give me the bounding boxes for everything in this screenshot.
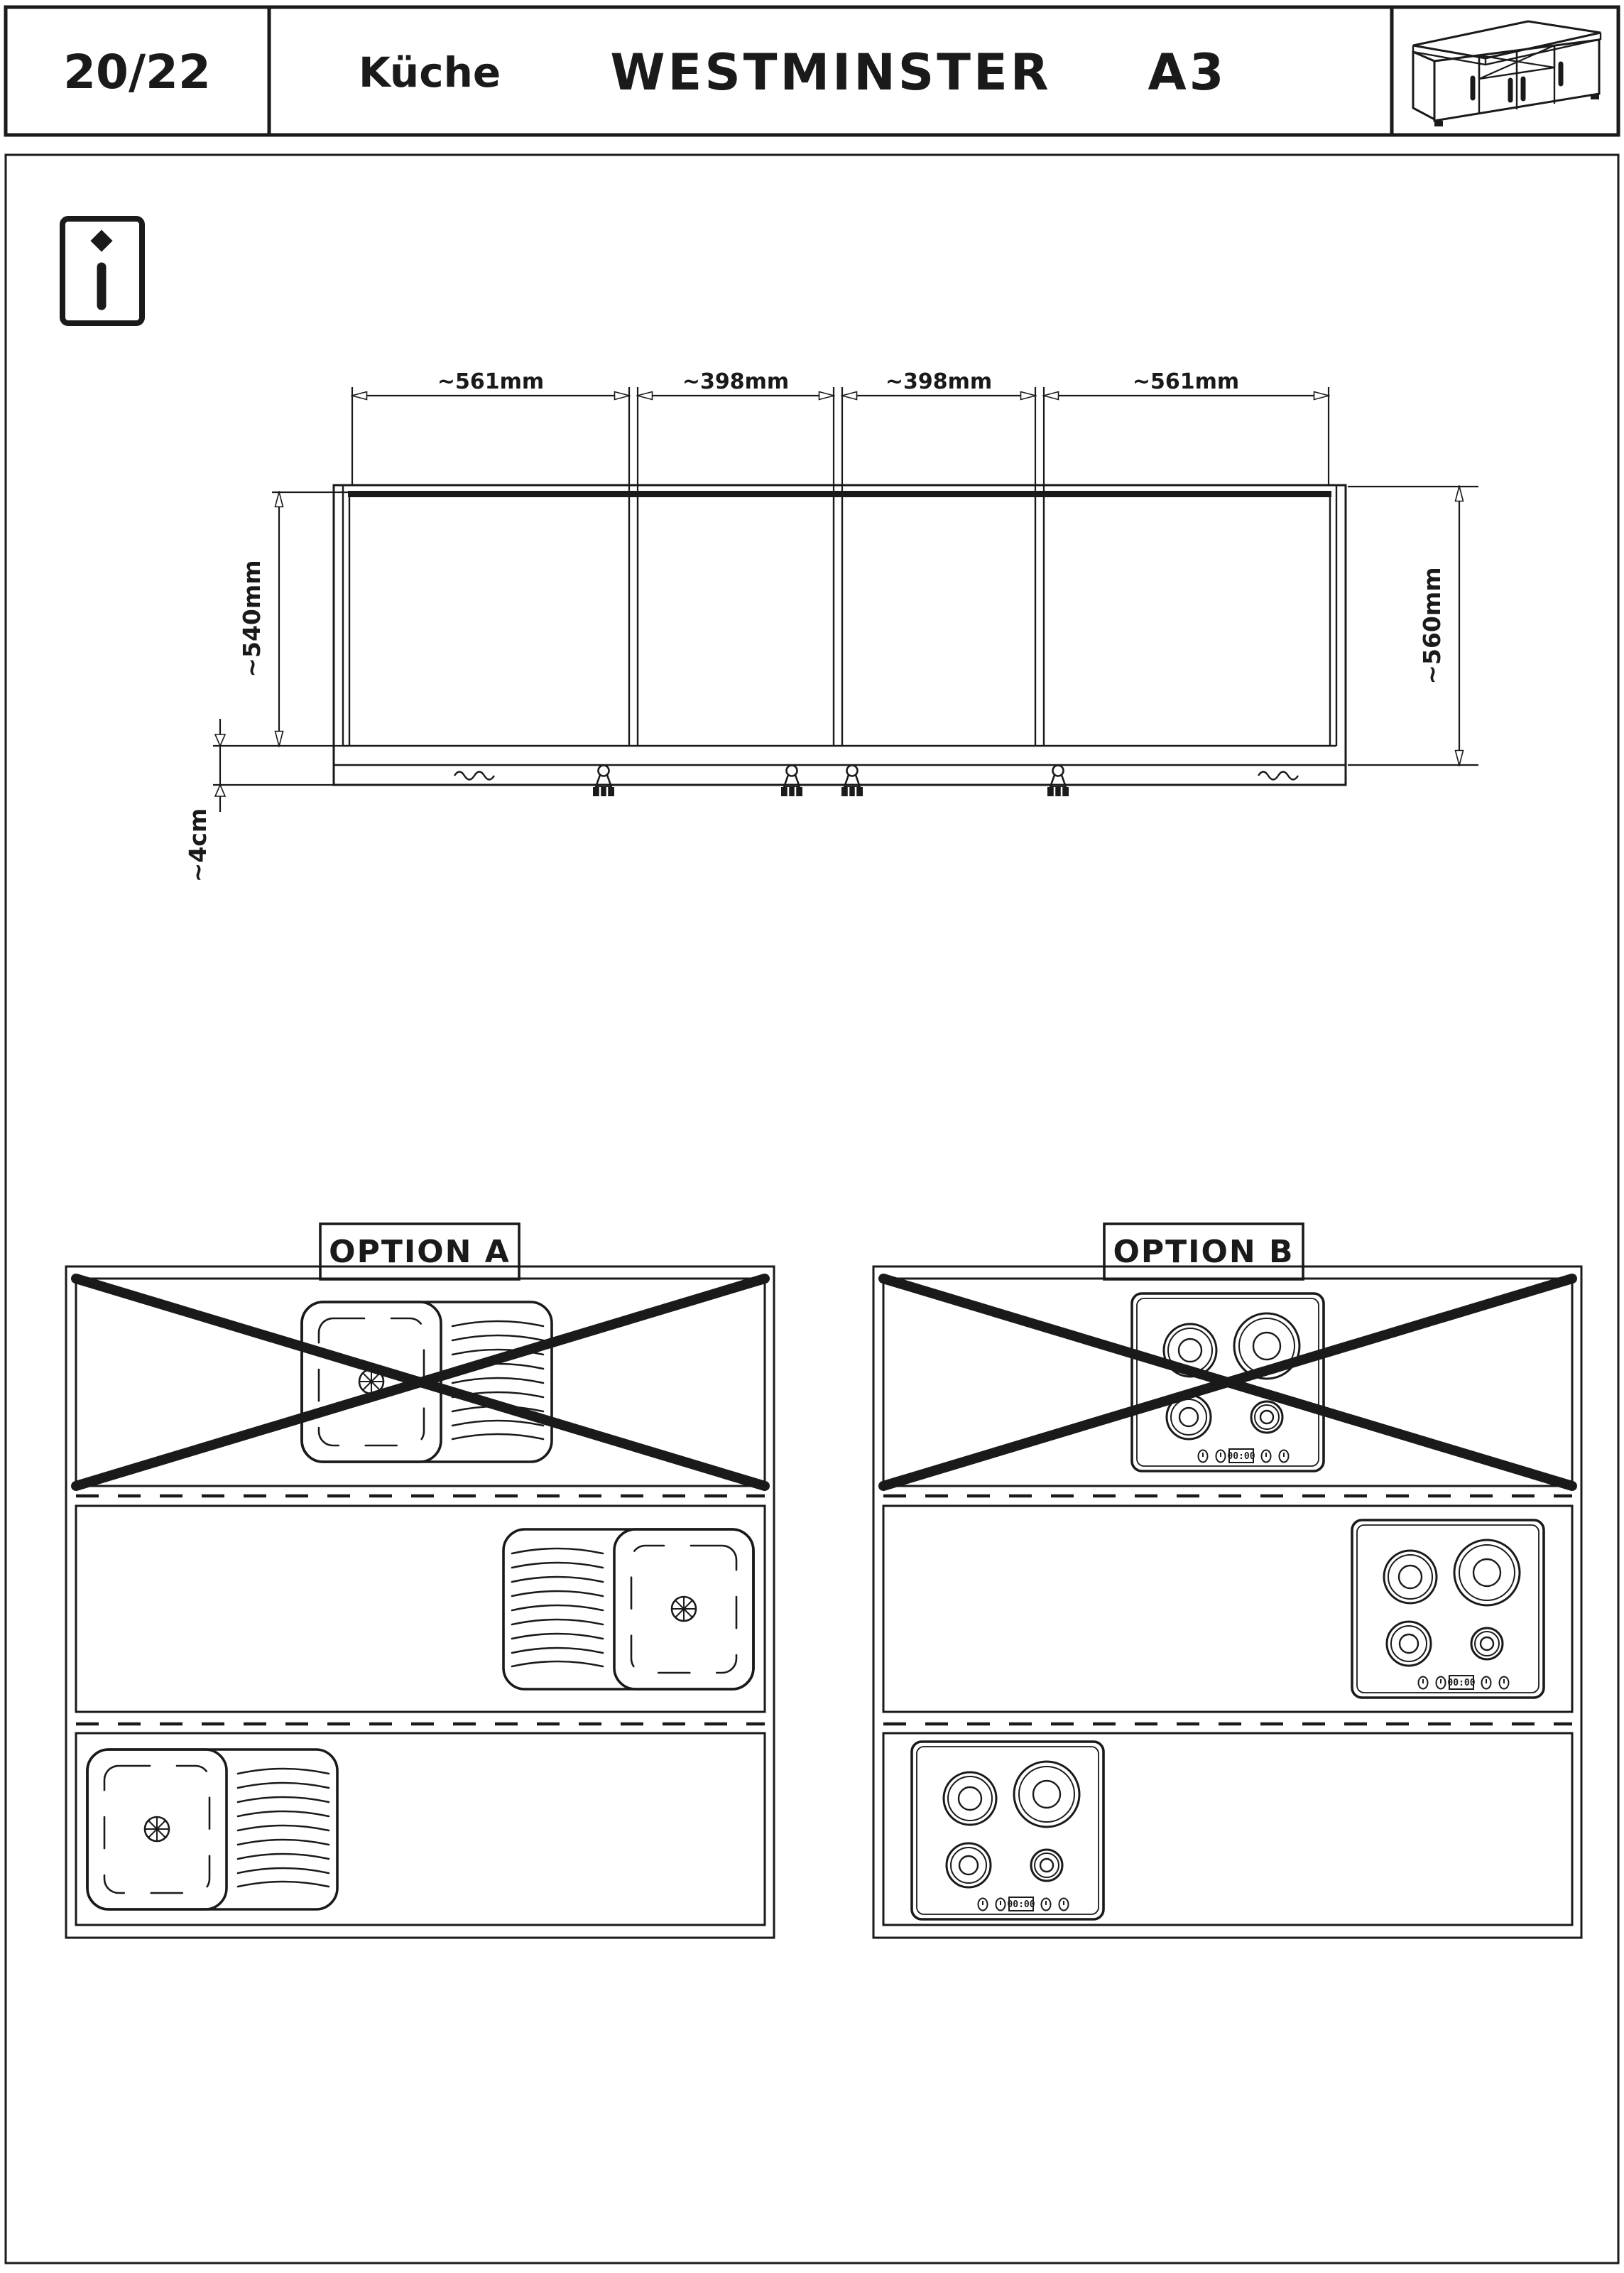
dim-width-4: ~561mm	[1132, 369, 1240, 394]
info-icon	[62, 219, 142, 323]
option-a-label: OPTION A	[329, 1234, 511, 1270]
page-number: 20/22	[63, 45, 211, 99]
product-line-label: Küche	[359, 48, 501, 97]
option-b-block	[873, 1224, 1581, 1938]
dim-width-2: ~398mm	[682, 369, 790, 394]
option-b-label: OPTION B	[1113, 1234, 1295, 1270]
dim-bottom-gap: ~4cm	[184, 808, 212, 883]
product-name: WESTMINSTER	[610, 43, 1052, 102]
hob-icon	[1352, 1520, 1544, 1698]
hob-timer-display: 00:00	[1007, 1899, 1035, 1910]
hob-timer-display: 00:00	[1227, 1451, 1255, 1462]
worktop-clamp-icon	[841, 766, 863, 797]
option-a-variant-left	[76, 1733, 765, 1925]
option-a-block	[66, 1224, 774, 1938]
break-mark	[1258, 772, 1298, 780]
dim-right-height: ~560mm	[1418, 567, 1446, 685]
worktop-clamp-icon	[1047, 766, 1069, 797]
worktop-clamp-icon	[781, 766, 802, 797]
worktop-clamp-icon	[593, 766, 614, 797]
cabinet-icon	[1413, 21, 1601, 126]
sink-icon	[87, 1749, 337, 1909]
break-mark	[454, 772, 494, 780]
option-a-variant-right	[76, 1506, 765, 1712]
sink-icon	[503, 1529, 753, 1689]
format-label: A3	[1148, 43, 1227, 102]
dim-width-3: ~398mm	[885, 369, 993, 394]
worktop-elevation	[334, 485, 1346, 796]
hob-timer-display: 00:00	[1447, 1678, 1476, 1688]
dim-width-1: ~561mm	[437, 369, 545, 394]
option-b-variant-right	[883, 1506, 1572, 1712]
dim-left-height: ~540mm	[238, 560, 266, 678]
dimensions	[184, 369, 1478, 882]
option-a-variant-center-crossed	[76, 1279, 765, 1486]
content-border	[6, 155, 1618, 2263]
hob-icon	[912, 1742, 1103, 1919]
option-b-variant-center-crossed	[883, 1279, 1572, 1486]
option-b-variant-left	[883, 1733, 1572, 1925]
header	[6, 7, 1618, 135]
